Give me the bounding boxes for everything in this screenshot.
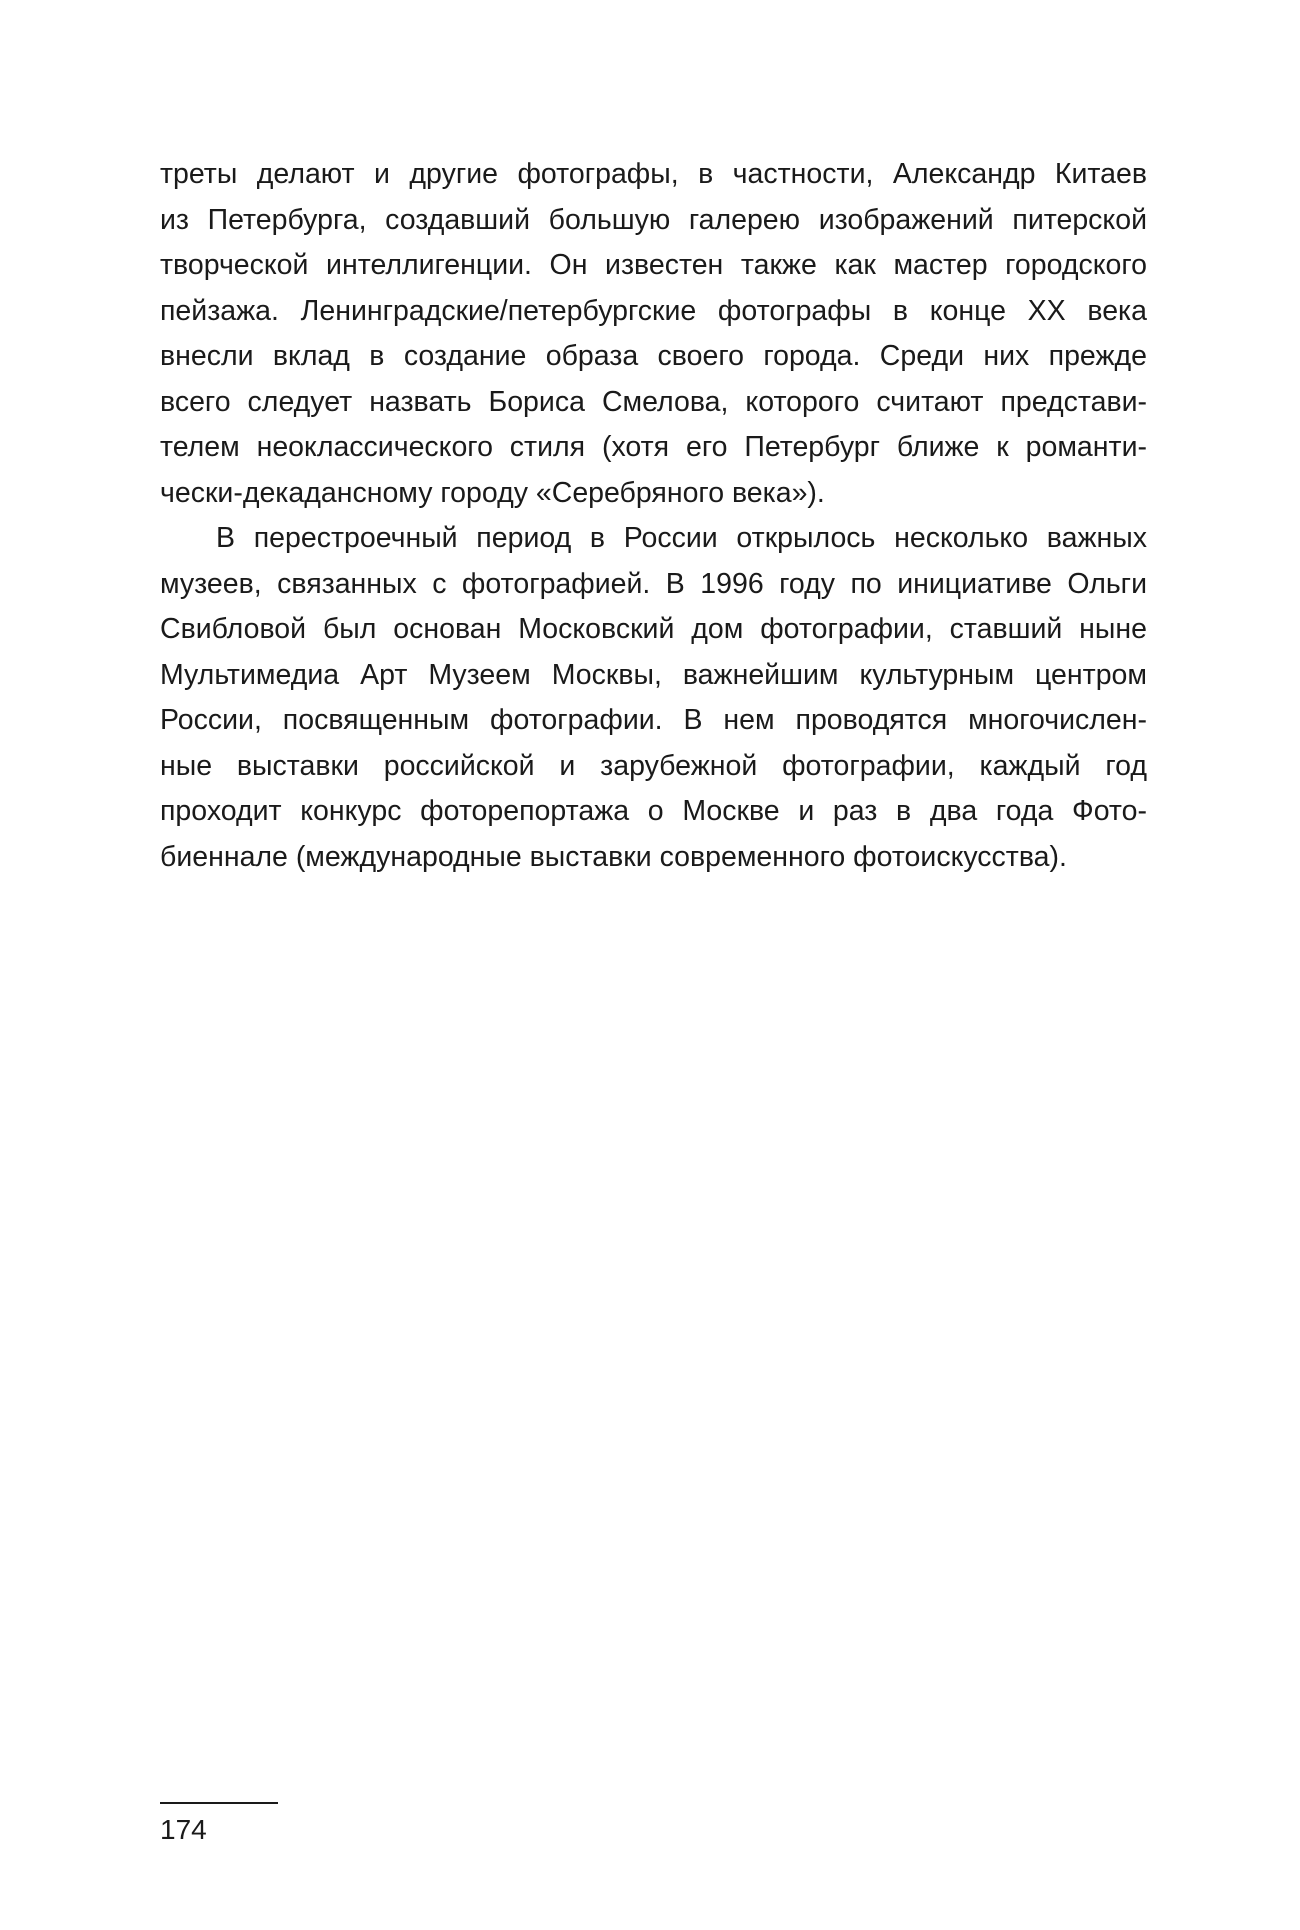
text-line: из Петербурга, создавший большую галерею изображений питерской (160, 203, 1147, 236)
text-line: Мультимедиа Арт Музеем Москвы, важнейшим культурным центром (160, 658, 1147, 691)
body-text (160, 152, 1147, 880)
text-line: биеннале (международные выставки современного фотоискусства). (160, 840, 1067, 873)
text-line: проходит конкурс фоторепортажа о Москве и раз в два года Фото- (160, 795, 1147, 827)
text-line: России, посвященным фотографии. В нем проводятся многочислен- (160, 704, 1147, 736)
text-line: чески-декадансному городу «Серебряного века»). (160, 476, 825, 509)
text-line: телем неоклассического стиля (хотя его Петербург ближе к романти- (160, 431, 1147, 463)
text-line: творческой интеллигенции. Он известен также как мастер городского (160, 249, 1147, 281)
footer-rule (160, 1802, 278, 1804)
text-line: внесли вклад в создание образа своего города. Среди них прежде (160, 340, 1147, 372)
page-number: 174 (160, 1814, 207, 1845)
text-line: В перестроечный период в России открылось несколько важных (216, 522, 1147, 554)
text-line: треты делают и другие фотографы, в частности, Александр Китаев (160, 158, 1147, 190)
text-line: пейзажа. Ленинградские/петербургские фотографы в конце XX века (160, 294, 1147, 327)
paragraph (160, 152, 1147, 516)
text-line: ные выставки российской и зарубежной фотографии, каждый год (160, 749, 1147, 782)
text-line: всего следует назвать Бориса Смелова, которого считают представи- (160, 385, 1147, 418)
text-line: Свибловой был основан Московский дом фотографии, ставший ныне (160, 613, 1147, 645)
paragraph (160, 516, 1147, 880)
text-line: музеев, связанных с фотографией. В 1996 году по инициативе Ольги (160, 567, 1147, 600)
